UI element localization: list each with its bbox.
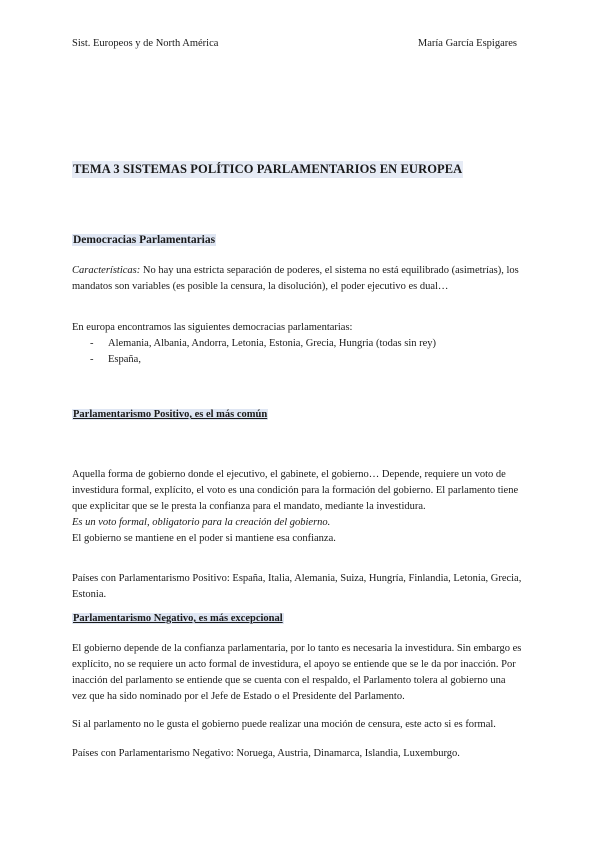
paragraph-negativo-countries: Países con Parlamentarismo Negativo: Noruega, Austria, Dinamarca, Islandia, Luxemburgo.: [72, 748, 460, 759]
paragraph-negativo-definition: El gobierno depende de la confianza parlamentaria, por lo tanto es necesaria la investidura. Sin embargo es explícito, no se requiere un acto formal de investidura, el apoyo se entiende que se le da por inacción. Por inacción del parlamento se entiende que se cuenta con el respaldo, el Parlamento tolera al gobierno una vez que ha sido nominado por el Jefe de Estado o el Presidente del Parlamento.: [72, 643, 522, 702]
caracteristicas-text: No hay una estricta separación de poderes, el sistema no está equilibrado (asimetrías), los mandatos son variables (es posible la censura, la disolución), el poder ejecutivo es dual…: [72, 265, 519, 292]
list-item: - España,: [72, 352, 436, 368]
paragraph-positivo-definition: [72, 467, 522, 547]
positivo-definition-text: Aquella forma de gobierno donde el ejecutivo, el gabinete, el gobierno… Depende, requiere un voto de investidura formal, explícito, el voto es una condición para la formación del gobierno. El parlamento tiene que explicitar que se le presta la confianza para el mandato, mediante la investidura.: [72, 469, 519, 512]
paragraph-intro-democracias: En europa encontramos las siguientes democracias parlamentarias:: [72, 322, 353, 333]
heading-parlamentarismo-negativo: Parlamentarismo Negativo, es más excepcional: [73, 613, 283, 624]
positivo-definition-italic: Es un voto formal, obligatorio para la creación del gobierno.: [72, 517, 331, 528]
paragraph-caracteristicas: [72, 263, 522, 295]
header-subject: Sist. Europeos y de North América: [72, 38, 219, 49]
positivo-definition-end: El gobierno se mantiene en el poder si mantiene esa confianza.: [72, 533, 336, 544]
democracias-list: [72, 336, 436, 368]
document-title: TEMA 3 SISTEMAS POLÍTICO PARLAMENTARIOS EN EUROPEA: [73, 162, 463, 176]
heading-democracias-parlamentarias: Democracias Parlamentarias: [73, 234, 216, 246]
header-author: María García Espigares: [417, 38, 517, 49]
paragraph-mocion-censura: Si al parlamento no le gusta el gobierno puede realizar una moción de censura, este acto si es formal.: [72, 719, 496, 730]
paragraph-positivo-countries: Países con Parlamentarismo Positivo: España, Italia, Alemania, Suiza, Hungría, Finlandia, Letonia, Grecia, Estonia.: [72, 573, 522, 600]
heading-parlamentarismo-positivo: Parlamentarismo Positivo, es el más común: [73, 409, 268, 420]
caracteristicas-label: Características:: [72, 265, 141, 276]
list-item: - Alemania, Albania, Andorra, Letonia, Estonia, Grecia, Hungria (todas sin rey): [72, 336, 436, 352]
